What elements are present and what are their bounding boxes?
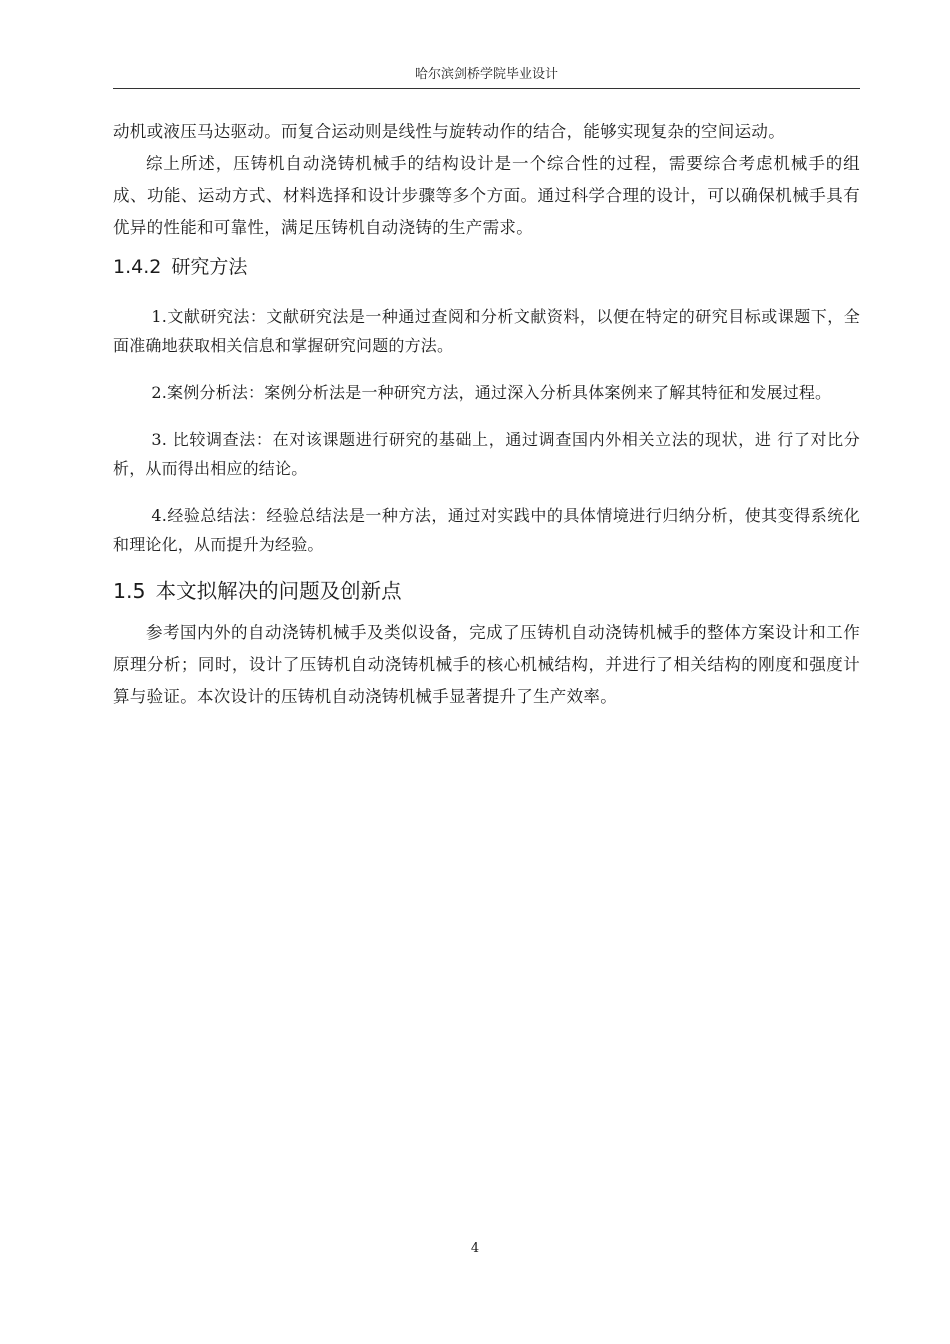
page-header: 哈尔滨剑桥学院毕业设计 (414, 67, 558, 82)
paragraph-continuation: 动机或液压马达驱动。而复合运动则是线性与旋转动作的结合，能够实现复杂的空间运动。 (113, 122, 785, 141)
paragraph-summary: 综上所述，压铸机自动浇铸机械手的结构设计是一个综合性的过程，需要综合考虑机械手的组成、功能、运动方式、材料选择和设计步骤等多个方面。通过科学合理的设计，可以确保机械手具有优异的性能和可靠性，满足压铸机自动浇铸的生产需求。 (113, 154, 860, 237)
section-number: 1.5 (113, 579, 146, 603)
section-title: 研究方法 (171, 256, 248, 278)
method-item-experience: 4.经验总结法：经验总结法是一种方法，通过对实践中的具体情境进行归纳分析，使其变得系统化和理论化，从而提升为经验。 (113, 506, 860, 554)
header-rule (113, 88, 860, 89)
method-item-case-analysis: 2.案例分析法：案例分析法是一种研究方法，通过深入分析具体案例来了解其特征和发展过程。 (151, 383, 832, 402)
section-heading-1-4-2 (113, 254, 860, 280)
section-title: 本文拟解决的问题及创新点 (155, 579, 402, 603)
method-item-literature: 1.文献研究法：文献研究法是一种通过查阅和分析文献资料，以便在特定的研究目标或课题下，全面准确地获取相关信息和掌握研究问题的方法。 (113, 307, 860, 355)
paragraph-problems-innovation: 参考国内外的自动浇铸机械手及类似设备，完成了压铸机自动浇铸机械手的整体方案设计和工作原理分析；同时，设计了压铸机自动浇铸机械手的核心机械结构，并进行了相关结构的刚度和强度计算与验证。本次设计的压铸机自动浇铸机械手显著提升了生产效率。 (113, 623, 860, 706)
page-number: 4 (470, 1241, 480, 1256)
method-item-comparison: 3. 比较调查法：在对该课题进行研究的基础上，通过调查国内外相关立法的现状，进 行了对比分析，从而得出相应的结论。 (113, 430, 860, 478)
section-heading-1-5 (113, 577, 860, 605)
page-content (113, 116, 860, 713)
section-number: 1.4.2 (113, 256, 162, 278)
